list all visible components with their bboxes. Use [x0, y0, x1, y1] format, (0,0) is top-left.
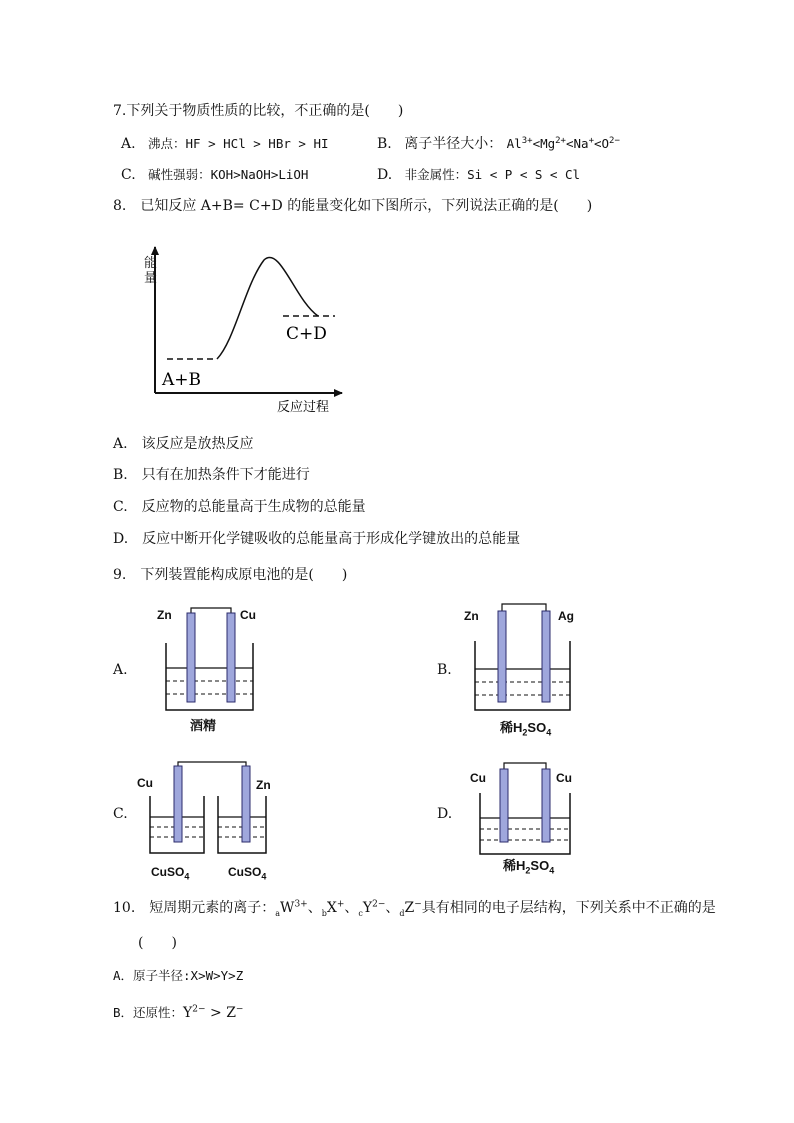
cell-b-right-electrode [542, 611, 550, 702]
q7-stem: 7.下列关于物质性质的比较，不正确的是( ) [113, 103, 404, 119]
q7-option-b [377, 135, 620, 153]
q10-ion-y: $_cY^{2-}$ [358, 899, 386, 918]
q8-option-d: D. 反应中断开化学键吸收的总能量高于形成化学键放出的总能量 [113, 531, 521, 547]
x-axis-label: 反应过程 [277, 400, 330, 415]
q9-option-b-letter: B. [437, 662, 452, 678]
product-label: C+D [286, 324, 327, 344]
cell-a-right-electrode [227, 613, 235, 702]
cell-d-left-label: Cu [470, 771, 486, 785]
q10-option-b-formula: $Y^{2-} > Z^-$ [183, 1004, 244, 1021]
cell-d-beaker [480, 793, 570, 854]
q8-option-a: A. 该反应是放热反应 [113, 436, 254, 452]
q9-stem: 9. 下列装置能构成原电池的是( ) [113, 567, 348, 583]
reactant-label: A+B [162, 370, 202, 390]
cell-c [148, 760, 268, 857]
q10-stem-prefix: 10. 短周期元素的离子： [113, 900, 276, 916]
cell-c-right-solution-label: CuSO$_4$ [228, 865, 267, 882]
q8-option-c: C. 反应物的总能量高于生成物的总能量 [113, 499, 366, 515]
q10-answer-paren: ( ) [138, 935, 177, 951]
cell-b-solution-label: 稀$H_2SO_4$ [500, 720, 552, 738]
cell-a-beaker [166, 643, 253, 710]
cell-a-wire [191, 608, 231, 613]
cell-d-wire [504, 763, 546, 769]
cell-b-left-label: Zn [464, 609, 479, 623]
q10-stem-suffix: 具有相同的电子层结构，下列关系中不正确的是 [421, 900, 716, 916]
cell-d-solution-label: 稀$H_2SO_4$ [503, 858, 555, 876]
q7-option-b-letter: B. [377, 136, 392, 152]
q9-option-a-letter: A. [113, 662, 128, 678]
cell-a-left-label: Zn [157, 608, 172, 622]
q7-option-d [377, 166, 580, 184]
q8-stem: 8. 已知反应 A+B= C+D 的能量变化如下图所示，下列说法正确的是( ) [113, 198, 593, 214]
y-axis-label: 能量 [144, 256, 158, 286]
q7-option-a-text: 沸点：HF > HCl > HBr > HI [148, 136, 329, 151]
cell-b-wire [502, 604, 546, 611]
q10-option-b: B．还原性：$Y^{2-} > Z^-$ [113, 1004, 244, 1021]
q7-option-b-text: 离子半径大小： [404, 136, 503, 152]
cell-b-right-label: Ag [558, 609, 574, 623]
cell-a-right-label: Cu [240, 608, 256, 622]
q10-stem: 10. 短周期元素的离子：$_aW^{3+}$、$_b$X+、$_cY^{2-}$、$_d$Z−具有相同的电子层结构，下列关系中不正确的是 [113, 899, 716, 918]
cell-b-left-electrode [498, 611, 506, 702]
cell-d-left-electrode [500, 769, 508, 842]
q10-ion-z: $_d$Z− [399, 899, 422, 918]
cell-c-wire [178, 762, 246, 766]
cell-d-right-label: Cu [556, 771, 572, 785]
cell-a-solution-label: 酒精 [190, 719, 217, 734]
cell-c-left-label: Cu [137, 776, 153, 790]
q10-ion-x: $_b$X+ [321, 899, 345, 918]
q7-option-c-text: 碱性强弱：KOH>NaOH>LiOH [148, 167, 309, 182]
q7-option-a-letter: A. [121, 136, 136, 152]
q7-option-b-formula: $Al^{3+}<Mg^{2+}<Na^+<O^{2-}$ [506, 135, 620, 151]
cell-c-right-label: Zn [256, 778, 271, 792]
cell-a-left-electrode [187, 613, 195, 702]
q10-option-a: A．原子半径:X>W>Y>Z [113, 968, 244, 983]
q7-option-c [121, 166, 308, 184]
q7-option-d-text: 非金属性：Si < P < S < Cl [404, 167, 581, 182]
q9-option-c-letter: C. [113, 806, 128, 822]
q8-option-b: B. 只有在加热条件下才能进行 [113, 467, 310, 483]
q7-option-d-letter: D. [377, 167, 393, 183]
cell-b-beaker [475, 641, 570, 710]
cell-d-right-electrode [542, 769, 550, 842]
cell-c-left-solution-label: CuSO$_4$ [151, 865, 190, 882]
q9-option-d-letter: D. [437, 806, 453, 822]
cell-c-left-electrode [174, 766, 182, 842]
energy-diagram [140, 225, 360, 420]
cell-c-right-electrode [242, 766, 250, 842]
q10-ion-w: $_aW^{3+}$ [275, 899, 308, 918]
q7-option-a [121, 135, 329, 153]
q7-option-c-letter: C. [121, 167, 136, 183]
